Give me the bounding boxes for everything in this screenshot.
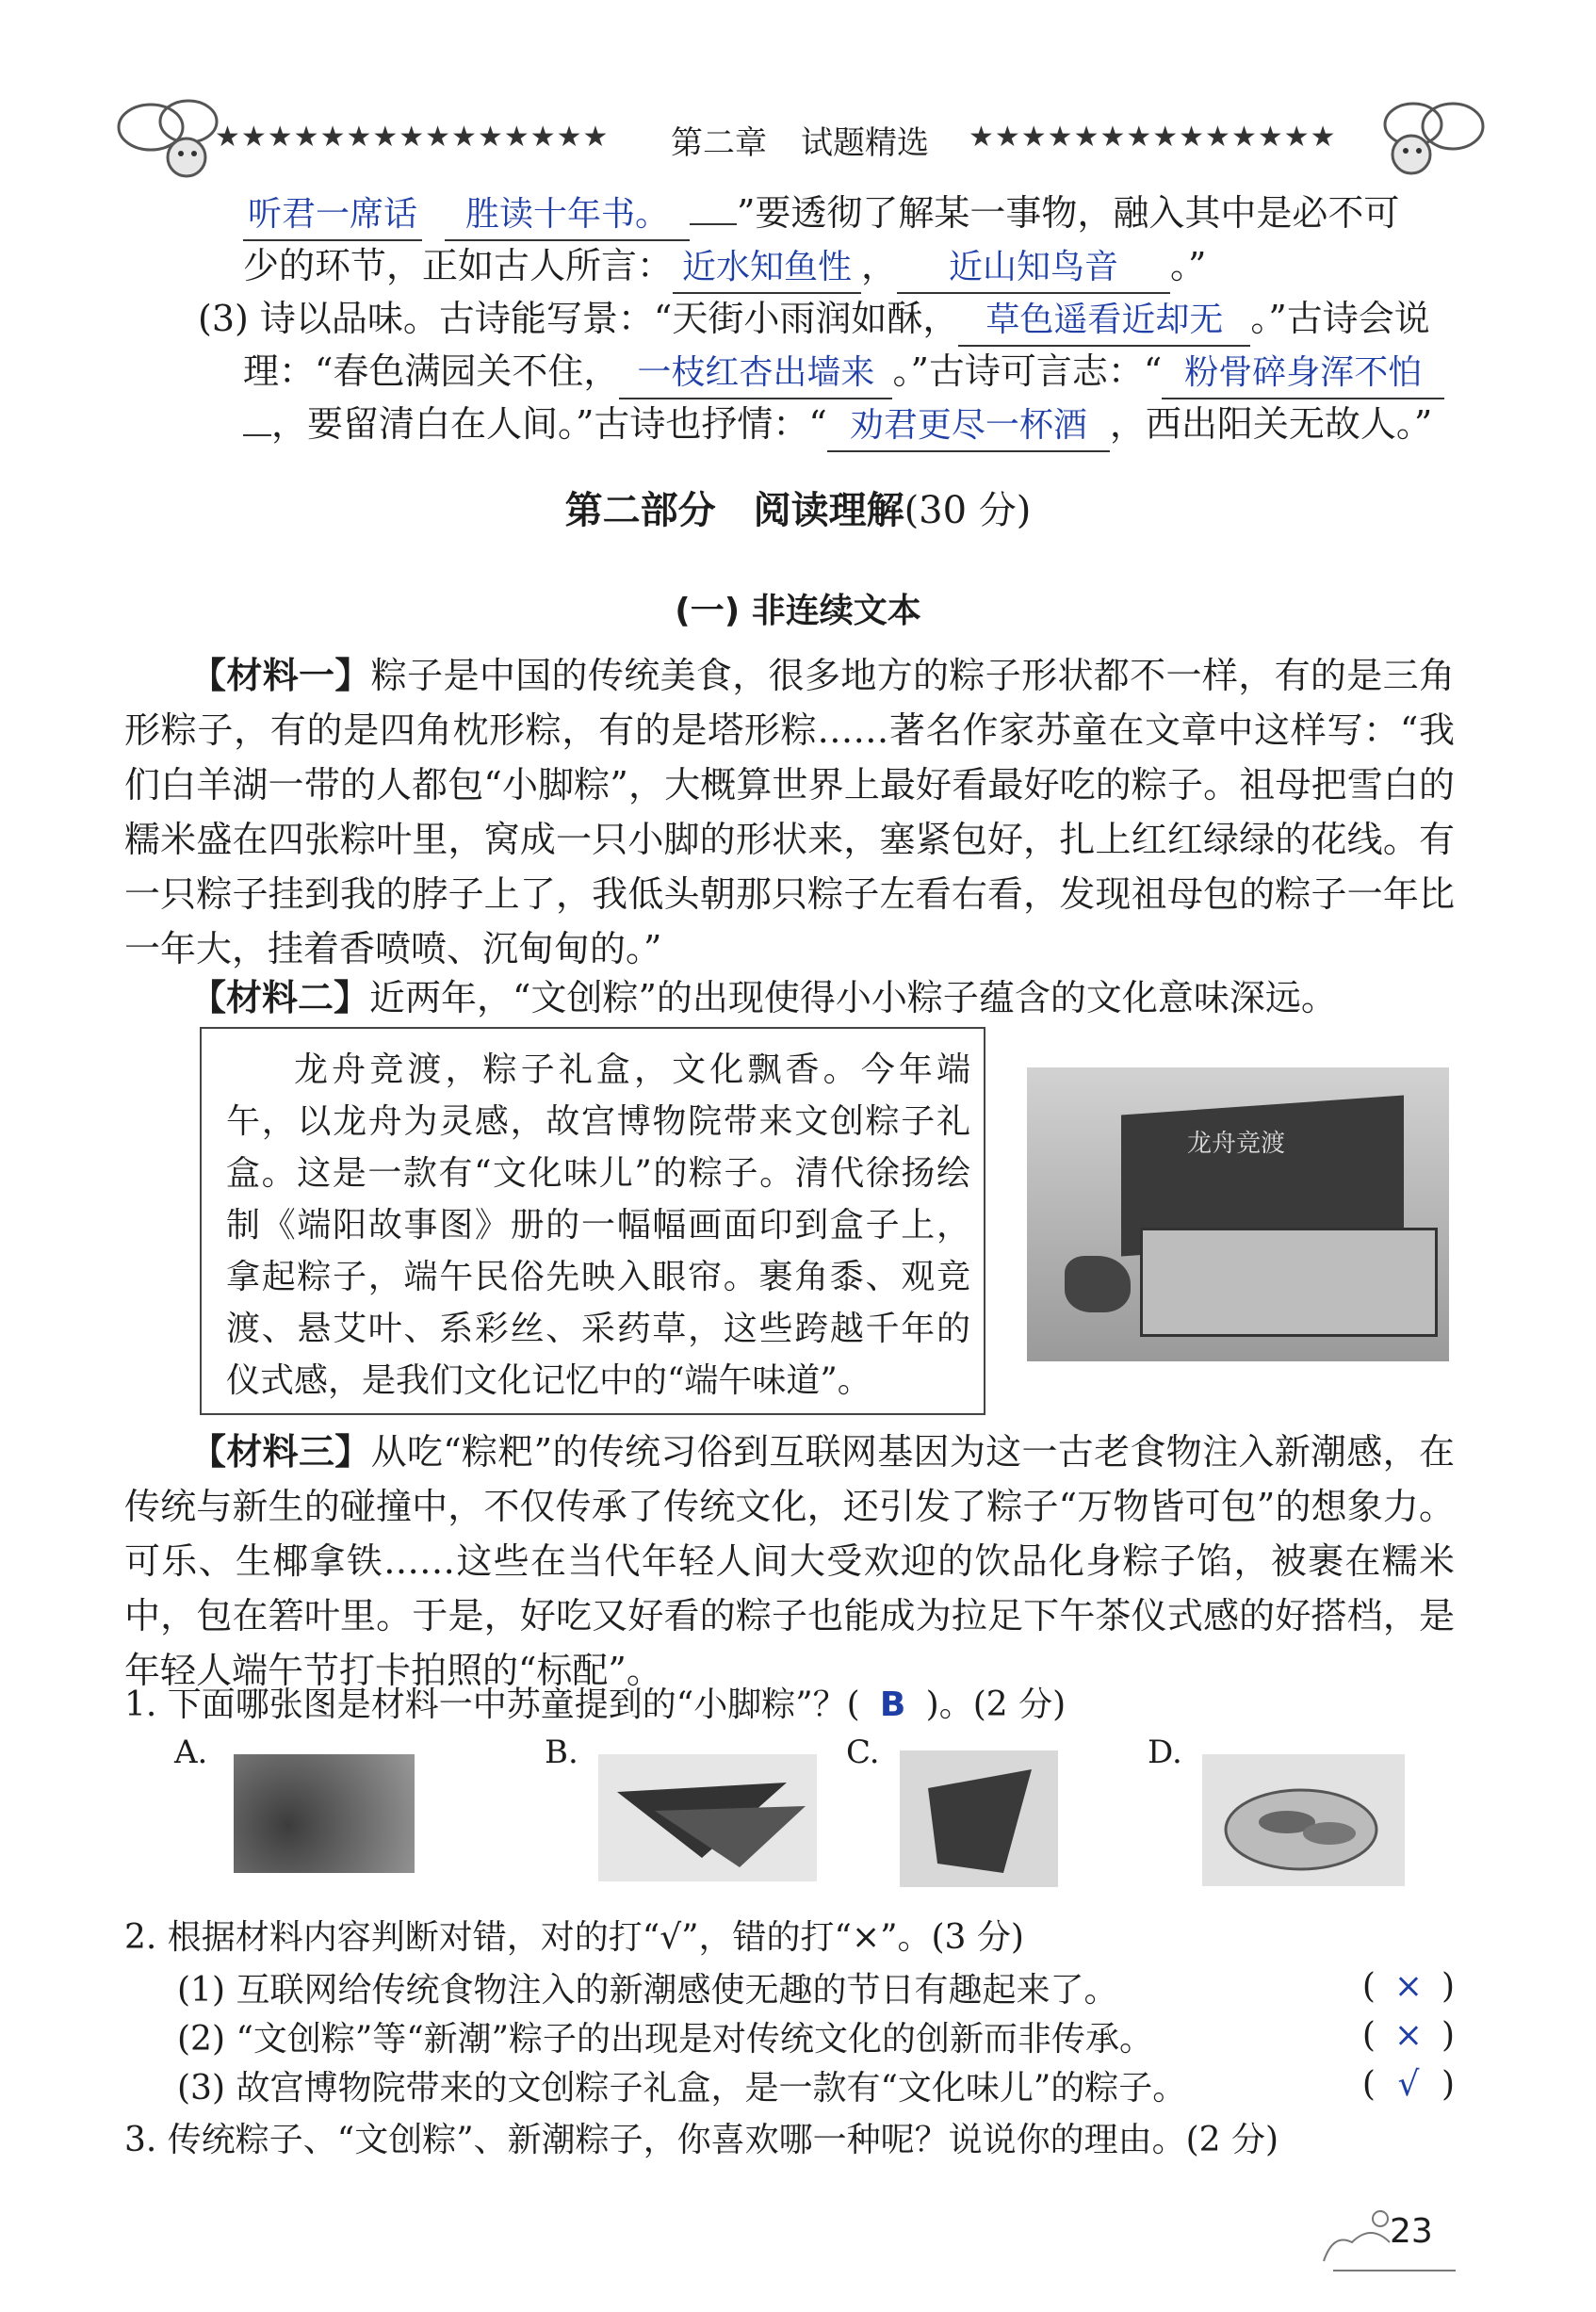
- question-1: 1. 下面哪张图是材料一中苏童提到的“小脚粽”？( B )。(2 分): [124, 1682, 1066, 1729]
- option-a-photo: [234, 1754, 415, 1873]
- fill-text: 理：“春色满园关不住，: [243, 350, 620, 392]
- option-c-label: C.: [846, 1734, 880, 1771]
- page-number: 23: [1390, 2212, 1433, 2251]
- q2-item-3: (3) 故宫博物院带来的文创粽子礼盒，是一款有“文化味儿”的粽子。: [177, 2069, 1187, 2108]
- fill-text: ”要透彻了解某一事物，融入其中是必不可: [737, 192, 1400, 234]
- fill-answer: 草色遥看近却无: [958, 296, 1250, 347]
- fill-answer: 一枝红杏出墙来: [619, 349, 892, 399]
- option-d-label: D.: [1148, 1734, 1182, 1771]
- fill-text: ，要留清白在人间。”古诗也抒情：“: [271, 403, 827, 445]
- bee-right-icon: [1366, 87, 1489, 181]
- box-text: 龙舟竞渡，粽子礼盒，文化飘香。今年端午，以龙舟为灵感，故宫博物院带来文创粽子礼盒。这是一款有“文化味儿”的粽子。清代徐扬绘制《端阳故事图》册的一幅幅画面印到盒子上，拿起粽子，端午民俗先映入眼帘。裹角黍、观竞渡、悬艾叶、系彩丝、采药草，这些跨越千年的仪式感，是我们文化记忆中的“端午味道”。: [226, 1050, 970, 1400]
- fill-text: 少的环节，正如古人所言：: [243, 245, 674, 286]
- material-1: 【材料一】粽子是中国的传统美食，很多地方的粽子形状都不一样，有的是三角形粽子，有的是四角枕形粽，有的是塔形粽……著名作家苏童在文章中这样写：“我们白羊湖一带的人都包“小脚粽”，大概算世界上最好看最好吃的粽子。祖母把雪白的糯米盛在四张粽叶里，窝成一只小脚的形状来，塞紧包好，扎上红红绿绿的花线。有一只粽子挂到我的脖子上了，我低头朝那只粽子左看右看，发现祖母包的粽子一年比一年大，挂着香喷喷、沉甸甸的。”: [124, 655, 1455, 969]
- q2-item-2: (2) “文创粽”等“新潮”粽子的出现是对传统文化的创新而非传承。: [177, 2020, 1154, 2059]
- material-3: 【材料三】从吃“粽粑”的传统习俗到互联网基因为这一古老食物注入新潮感，在传统与新生的碰撞中，不仅传承了传统文化，还引发了粽子“万物皆可包”的想象力。可乐、生椰拿铁……这些在当代年轻人间大受欢迎的饮品化身粽子馅，被裹在糯米中，包在箬叶里。于是，好吃又好看的粽子也能成为拉足下午茶仪式感的好搭档，是年轻人端午节打卡拍照的“标配”。: [124, 1431, 1455, 1691]
- section-title: (一) 非连续文本: [675, 592, 921, 630]
- material-2: 【材料二】近两年，“文创粽”的出现使得小小粽子蕴含的文化意味深远。: [190, 977, 1337, 1018]
- header-section: 试题精选: [801, 124, 929, 162]
- q2-item-2-mark: ( × ): [1361, 2016, 1455, 2055]
- option-c-photo: [900, 1750, 1058, 1887]
- fill-text: (3) 诗以品味。古诗能写景：“天街小雨润如酥，: [198, 298, 959, 339]
- question-3: 3. 传统粽子、“文创粽”、新潮粽子，你喜欢哪一种呢？说说你的理由。(2 分): [124, 2121, 1279, 2159]
- fill-line-3: (3) 诗以品味。古诗能写景：“天街小雨润如酥， 草色遥看近却无 。”古诗会说: [198, 294, 1455, 347]
- fill-line-1: [243, 188, 1455, 241]
- fill-answer: 劝君更尽一杯酒: [827, 401, 1110, 452]
- q2-item-1-mark: ( × ): [1361, 1967, 1455, 2006]
- gift-box-photo: [1027, 1067, 1449, 1361]
- q2-item-1: (1) 互联网给传统食物注入的新潮感使无趣的节日有趣起来了。: [177, 1971, 1118, 2010]
- question-2: 2. 根据材料内容判断对错，对的打“√”，错的打“×”。(3 分): [124, 1918, 1024, 1957]
- fill-line-5: ，要留清白在人间。”古诗也抒情：“ 劝君更尽一杯酒 ，西出阳关无故人。”: [243, 399, 1455, 452]
- header-chapter: 第二章: [671, 124, 767, 162]
- fill-line-2: 少的环节，正如古人所言： 近水知鱼性 ， 近山知鸟音 。”: [243, 241, 1455, 294]
- q1-answer: B: [879, 1685, 906, 1724]
- option-b-label: B.: [545, 1734, 578, 1771]
- header-stars-right: ★★★★★★★★★★★★★★: [969, 121, 1337, 154]
- option-a-label: A.: [174, 1734, 208, 1771]
- fill-line-4: 理：“春色满园关不住， 一枝红杏出墙来 。”古诗可言志：“ 粉骨碎身浑不怕: [243, 347, 1455, 399]
- fill-answer: 胜读十年书。: [445, 190, 690, 241]
- header-stars-left: ★★★★★★★★★★★★★★★: [215, 121, 610, 154]
- fill-answer: 听君一席话: [243, 190, 422, 241]
- option-d-photo: [1202, 1754, 1405, 1886]
- part-title: 第二部分 阅读理解(30 分): [564, 489, 1032, 532]
- option-b-photo: [598, 1754, 817, 1881]
- q2-item-3-mark: ( √ ): [1361, 2065, 1455, 2104]
- fill-answer: 近水知鱼性: [673, 243, 861, 294]
- fill-answer: 近山知鸟音: [897, 243, 1170, 294]
- gift-box-label: 龙舟竞渡: [1187, 1130, 1286, 1158]
- fill-answer: 粉骨碎身浑不怕: [1162, 349, 1444, 399]
